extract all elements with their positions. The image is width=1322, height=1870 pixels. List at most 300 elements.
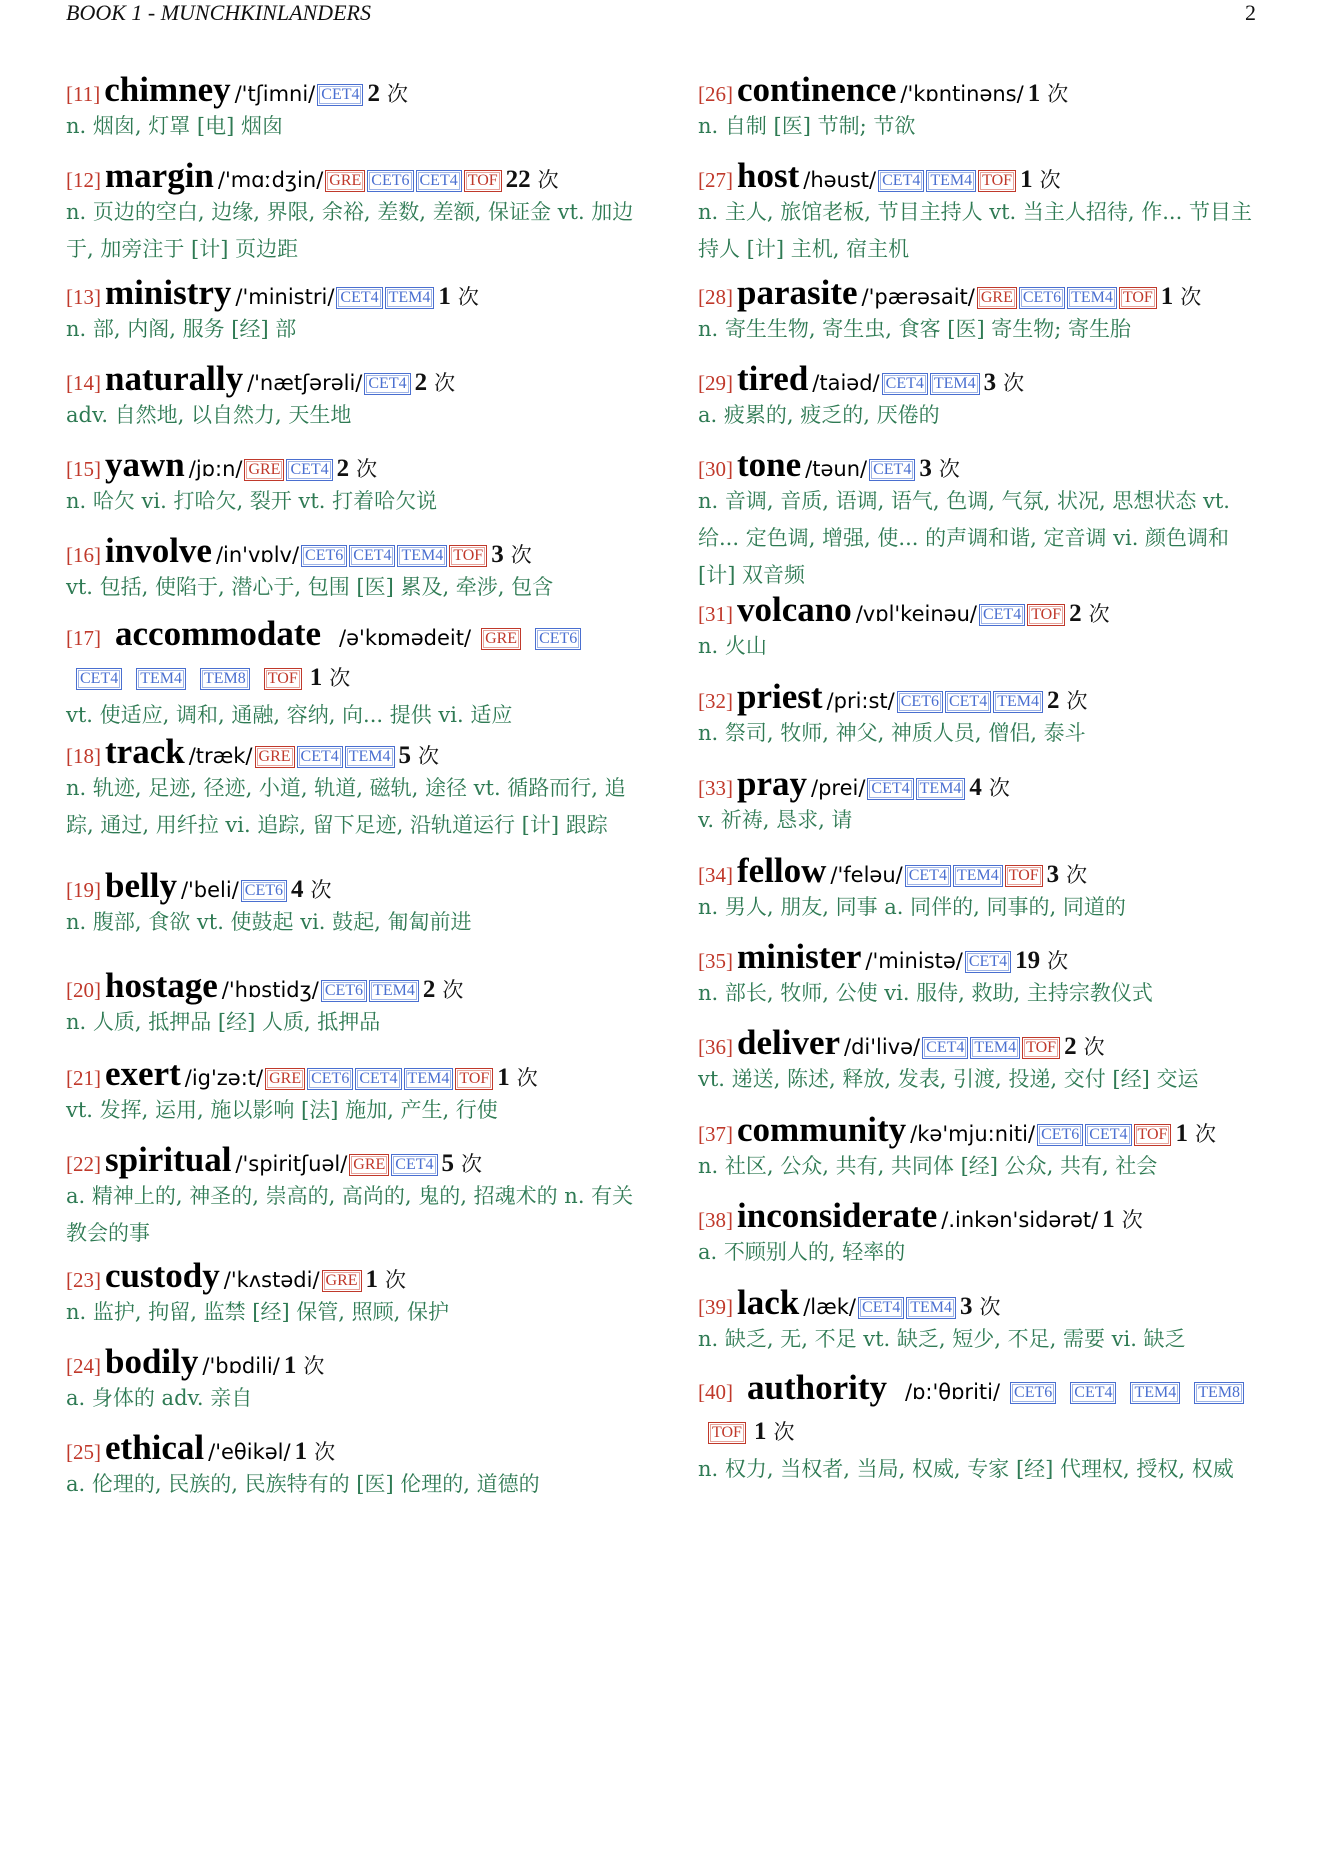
- frequency-count: 4: [291, 876, 304, 903]
- frequency-unit: 次: [510, 543, 532, 567]
- word-entry: [66, 615, 638, 734]
- exam-tag: CET6: [301, 545, 347, 567]
- frequency: [291, 878, 332, 903]
- headword: yawn: [105, 445, 185, 484]
- word-entry: [698, 359, 1270, 434]
- exam-tag: TEM4: [953, 865, 1003, 887]
- definition: n. 轨迹, 足迹, 径迹, 小道, 轨道, 磁轨, 途径 vt. 循路而行, 追踪, 通过, 用纤拉 vi. 追踪, 留下足迹, 沿轨道运行 [计] 跟踪: [66, 776, 626, 837]
- exam-tag: TEM4: [906, 1297, 956, 1319]
- frequency-unit: 次: [1047, 82, 1069, 106]
- frequency-count: 1: [1020, 166, 1033, 193]
- headword: involve: [105, 531, 212, 570]
- phonetic: /ɒ:'θɒriti/: [905, 1380, 1001, 1404]
- headword: parasite: [737, 273, 858, 312]
- frequency-unit: 次: [979, 1295, 1001, 1319]
- exam-tag: TOF: [978, 170, 1016, 192]
- headword: chimney: [104, 70, 231, 109]
- frequency-unit: 次: [442, 978, 464, 1002]
- entry-headline: [698, 590, 1270, 630]
- word-entry: [698, 677, 1270, 752]
- exam-tag: TEM4: [993, 691, 1043, 713]
- word-entry: [66, 1428, 638, 1503]
- exam-tag: TEM4: [404, 1068, 454, 1090]
- word-entry: [698, 1196, 1270, 1271]
- frequency-unit: 次: [1083, 1035, 1105, 1059]
- entry-headline: [66, 615, 638, 699]
- frequency-unit: 次: [461, 1152, 482, 1176]
- exam-tag: GRE: [977, 287, 1017, 309]
- definition: n. 人质, 抵押品 [经] 人质, 抵押品: [66, 1010, 381, 1034]
- exam-tag: TEM4: [136, 668, 186, 690]
- entry-headline: [66, 732, 638, 772]
- definition: n. 社区, 公众, 共有, 共同体 [经] 公众, 共有, 社会: [698, 1154, 1158, 1178]
- entry-number: [11]: [66, 82, 101, 106]
- exam-tag: CET4: [882, 373, 928, 395]
- entry-number: [22]: [66, 1152, 101, 1176]
- frequency-unit: 次: [1088, 602, 1110, 626]
- word-entry: [66, 966, 638, 1041]
- word-entry: [698, 1369, 1270, 1488]
- phonetic: /di'livə/: [844, 1035, 921, 1059]
- definition: adv. 自然地, 以自然力, 天生地: [66, 403, 352, 427]
- word-entry: [66, 1054, 638, 1129]
- exam-tag: GRE: [481, 628, 521, 650]
- frequency: [960, 1295, 1001, 1320]
- definition: a. 精神上的, 神圣的, 崇高的, 高尚的, 鬼的, 招魂术的 n. 有关教会的事: [66, 1184, 634, 1245]
- frequency-unit: 次: [457, 285, 479, 309]
- entry-headline: [698, 677, 1270, 717]
- exam-tag: TEM8: [1194, 1382, 1244, 1404]
- frequency: [506, 168, 559, 193]
- definition: n. 部长, 牧师, 公使 vi. 服侍, 救助, 主持宗教仪式: [698, 981, 1153, 1005]
- headword: ethical: [105, 1428, 205, 1467]
- frequency: [919, 457, 960, 482]
- entry-number: [24]: [66, 1354, 101, 1378]
- entry-headline: [66, 1428, 638, 1468]
- exam-tag: CET4: [869, 459, 915, 481]
- entry-number: [14]: [66, 371, 101, 395]
- entry-number: [15]: [66, 457, 101, 481]
- exam-tag: CET4: [349, 545, 395, 567]
- entry-headline: [66, 531, 638, 571]
- definition: n. 寄生生物, 寄生虫, 食客 [医] 寄生物; 寄生胎: [698, 317, 1132, 341]
- frequency-count: 1: [1102, 1206, 1115, 1233]
- word-entry: [66, 1256, 638, 1331]
- phonetic: /.inkən'sidərət/: [941, 1208, 1099, 1232]
- frequency: [1064, 1035, 1105, 1060]
- frequency-count: 2: [1069, 600, 1082, 627]
- entry-headline: [698, 1023, 1270, 1063]
- headword: ministry: [105, 273, 232, 312]
- word-entry: [66, 1140, 638, 1252]
- entry-number: [31]: [698, 602, 733, 626]
- exam-tag: TOF: [449, 545, 487, 567]
- frequency: [337, 457, 378, 482]
- exam-tag: GRE: [325, 170, 365, 192]
- exam-tag: GRE: [244, 459, 284, 481]
- definition: n. 主人, 旅馆老板, 节目主持人 vt. 当主人招待, 作... 节目主持人 [计] 主机, 宿主机: [698, 200, 1252, 261]
- headword: naturally: [105, 359, 244, 398]
- frequency-count: 5: [441, 1150, 454, 1177]
- exam-tag: CET4: [297, 746, 343, 768]
- word-entry: [66, 445, 638, 520]
- exam-tag: CET6: [1037, 1124, 1083, 1146]
- phonetic: /træk/: [188, 744, 253, 768]
- headword: margin: [105, 156, 214, 195]
- frequency-count: 1: [497, 1064, 510, 1091]
- headword: volcano: [737, 590, 852, 629]
- definition: a. 身体的 adv. 亲自: [66, 1386, 253, 1410]
- exam-tag: CET4: [391, 1154, 437, 1176]
- entry-headline: [698, 273, 1270, 313]
- frequency-count: 2: [1064, 1033, 1077, 1060]
- phonetic: /'kɒntinəns/: [900, 82, 1024, 106]
- frequency-unit: 次: [988, 776, 1010, 800]
- entry-number: [30]: [698, 457, 733, 481]
- headword: authority: [747, 1368, 887, 1407]
- phonetic: /həust/: [803, 168, 877, 192]
- exam-tag: TOF: [708, 1422, 746, 1444]
- definition: vt. 递送, 陈述, 释放, 发表, 引渡, 投递, 交付 [经] 交运: [698, 1067, 1199, 1091]
- frequency-count: 2: [422, 976, 436, 1003]
- exam-tag: TEM4: [1067, 287, 1117, 309]
- entry-number: [38]: [698, 1208, 733, 1232]
- frequency-unit: 次: [385, 1268, 407, 1292]
- exam-tag: TEM4: [970, 1037, 1020, 1059]
- word-entry: [698, 764, 1270, 839]
- frequency: [754, 1420, 795, 1445]
- exam-tag: TOF: [264, 668, 302, 690]
- frequency-count: 4: [969, 774, 982, 801]
- frequency: [438, 285, 479, 310]
- entry-headline: [66, 1054, 638, 1094]
- entry-number: [39]: [698, 1295, 733, 1319]
- entry-headline: [698, 445, 1270, 485]
- frequency-count: 1: [1175, 1120, 1188, 1147]
- entry-headline: [66, 70, 638, 110]
- definition: n. 男人, 朋友, 同事 a. 同伴的, 同事的, 同道的: [698, 895, 1126, 919]
- entry-number: [13]: [66, 285, 101, 309]
- word-entry: [698, 851, 1270, 926]
- definition: vt. 包括, 使陷于, 潜心于, 包围 [医] 累及, 牵涉, 包含: [66, 575, 554, 599]
- phonetic: /pri:st/: [826, 689, 895, 713]
- exam-tag: TOF: [1005, 865, 1043, 887]
- exam-tag: CET4: [76, 668, 122, 690]
- frequency-count: 3: [960, 1293, 973, 1320]
- frequency-count: 2: [367, 80, 380, 107]
- exam-tag: CET4: [878, 170, 924, 192]
- phonetic: /'mɑːdʒin/: [217, 168, 324, 192]
- page-number: 2: [1245, 0, 1256, 25]
- exam-tag: CET4: [416, 170, 462, 192]
- phonetic: /'feləu/: [830, 863, 903, 887]
- word-entry: [698, 445, 1270, 594]
- headword: tone: [737, 445, 802, 484]
- frequency-unit: 次: [434, 371, 456, 395]
- exam-tag: TEM8: [200, 668, 250, 690]
- entry-number: [33]: [698, 776, 733, 800]
- entry-number: [27]: [698, 168, 733, 192]
- exam-tag: CET4: [965, 951, 1011, 973]
- entry-headline: [698, 1110, 1270, 1150]
- frequency-count: 2: [1046, 687, 1060, 714]
- entry-number: [32]: [698, 689, 733, 713]
- word-entry: [698, 70, 1270, 145]
- headword: custody: [105, 1256, 220, 1295]
- exam-tag: TOF: [1022, 1037, 1060, 1059]
- phonetic: /jɒ:n/: [188, 457, 243, 481]
- frequency-unit: 次: [1047, 949, 1069, 973]
- entry-headline: [66, 1140, 638, 1180]
- definition: n. 火山: [698, 634, 767, 658]
- exam-tag: TEM4: [385, 287, 435, 309]
- frequency-unit: 次: [303, 1354, 325, 1378]
- frequency: [423, 978, 464, 1003]
- exam-tag: CET4: [336, 287, 382, 309]
- frequency: [1102, 1208, 1143, 1233]
- word-entry: [66, 273, 638, 348]
- headword: host: [737, 156, 800, 195]
- phonetic: /'ministə/: [865, 949, 963, 973]
- definition: n. 部, 内阁, 服务 [经] 部: [66, 317, 297, 341]
- frequency: [497, 1066, 538, 1091]
- exam-tag: CET4: [355, 1068, 401, 1090]
- exam-tag: CET4: [979, 604, 1025, 626]
- definition: vt. 使适应, 调和, 通融, 容纳, 向... 提供 vi. 适应: [66, 703, 513, 727]
- word-entry: [66, 531, 638, 606]
- phonetic: /ig'zə:t/: [184, 1066, 264, 1090]
- frequency: [1047, 863, 1088, 888]
- exam-tag: TOF: [1119, 287, 1157, 309]
- entry-headline: [698, 359, 1270, 399]
- frequency: [367, 82, 408, 107]
- entry-number: [28]: [698, 285, 733, 309]
- entry-headline: [698, 851, 1270, 891]
- entry-number: [16]: [66, 543, 101, 567]
- exam-tag: TOF: [464, 170, 502, 192]
- frequency: [1161, 285, 1202, 310]
- headword: community: [737, 1110, 907, 1149]
- phonetic: /təun/: [805, 457, 868, 481]
- word-entry: [698, 1283, 1270, 1358]
- headword: lack: [737, 1283, 800, 1322]
- frequency-unit: 次: [329, 666, 351, 690]
- phonetic: /'hɒstidʒ/: [221, 978, 319, 1002]
- exam-tag: CET4: [905, 865, 951, 887]
- frequency-unit: 次: [1003, 371, 1025, 395]
- exam-tag: CET4: [317, 84, 363, 106]
- frequency-unit: 次: [386, 82, 408, 106]
- frequency-count: 1: [1160, 283, 1174, 310]
- exam-tag: CET4: [945, 691, 991, 713]
- entry-headline: [66, 359, 638, 399]
- entry-headline: [66, 1256, 638, 1296]
- entry-number: [26]: [698, 82, 733, 106]
- frequency: [1069, 602, 1110, 627]
- frequency-unit: 次: [1194, 1122, 1216, 1146]
- entry-headline: [66, 445, 638, 485]
- frequency-unit: 次: [1180, 285, 1202, 309]
- book-title: BOOK 1 - MUNCHKINLANDERS: [66, 0, 371, 25]
- definition: n. 监护, 拘留, 监禁 [经] 保管, 照顾, 保护: [66, 1300, 450, 1324]
- definition: vt. 发挥, 运用, 施以影响 [法] 施加, 产生, 行使: [66, 1098, 498, 1122]
- word-entry: [66, 70, 638, 145]
- headword: exert: [105, 1054, 181, 1093]
- phonetic: /prei/: [811, 776, 866, 800]
- entry-headline: [698, 1283, 1270, 1323]
- frequency-count: 3: [983, 369, 997, 396]
- headword: continence: [737, 70, 897, 109]
- entry-number: [25]: [66, 1440, 101, 1464]
- exam-tag: TEM4: [1130, 1382, 1180, 1404]
- definition: n. 音调, 音质, 语调, 语气, 色调, 气氛, 状况, 思想状态 vt. 给... 定色调, 增强, 使... 的声调和谐, 定音调 vi. 颜色调和 [计] 双音频: [698, 489, 1230, 587]
- exam-tag: TOF: [1027, 604, 1065, 626]
- frequency-unit: 次: [314, 1440, 336, 1464]
- frequency-count: 1: [365, 1266, 379, 1293]
- headword: hostage: [105, 966, 218, 1005]
- exam-tag: CET6: [1019, 287, 1065, 309]
- headword: spiritual: [105, 1140, 232, 1179]
- frequency: [1015, 949, 1068, 974]
- exam-tag: CET4: [1070, 1382, 1116, 1404]
- frequency-unit: 次: [1066, 863, 1088, 887]
- frequency: [442, 1152, 483, 1177]
- frequency: [1047, 689, 1088, 714]
- entry-number: [29]: [698, 371, 733, 395]
- entry-headline: [66, 273, 638, 313]
- exam-tag: TEM4: [345, 746, 395, 768]
- entry-headline: [66, 866, 638, 906]
- frequency: [984, 371, 1025, 396]
- entry-number: [17]: [66, 626, 101, 650]
- phonetic: /ə'kɒmədeit/: [339, 626, 472, 650]
- phonetic: /'beli/: [180, 878, 239, 902]
- word-entry: [66, 156, 638, 268]
- definition: n. 权力, 当权者, 当局, 权威, 专家 [经] 代理权, 授权, 权威: [698, 1457, 1234, 1481]
- exam-tag: TEM4: [926, 170, 976, 192]
- word-entry: [698, 1023, 1270, 1098]
- frequency-count: 1: [438, 283, 451, 310]
- exam-tag: GRE: [322, 1270, 362, 1292]
- word-entry: [698, 156, 1270, 268]
- exam-tag: CET4: [364, 373, 410, 395]
- entry-number: [37]: [698, 1122, 733, 1146]
- exam-tag: CET4: [858, 1297, 904, 1319]
- page-header: [66, 0, 1256, 30]
- exam-tag: TOF: [455, 1068, 493, 1090]
- entry-headline: [698, 764, 1270, 804]
- entry-headline: [698, 937, 1270, 977]
- phonetic: /'kʌstədi/: [223, 1268, 320, 1292]
- exam-tag: TEM4: [397, 545, 447, 567]
- exam-tag: CET6: [535, 628, 581, 650]
- definition: a. 疲累的, 疲乏的, 厌倦的: [698, 403, 940, 427]
- frequency-unit: 次: [938, 457, 960, 481]
- definition: n. 哈欠 vi. 打哈欠, 裂开 vt. 打着哈欠说: [66, 489, 438, 513]
- frequency-count: 2: [336, 455, 350, 482]
- definition: n. 腹部, 食欲 vt. 使鼓起 vi. 鼓起, 匍匐前进: [66, 910, 472, 934]
- definition: n. 自制 [医] 节制; 节欲: [698, 114, 916, 138]
- word-entry: [66, 732, 638, 844]
- frequency-count: 1: [283, 1352, 297, 1379]
- entry-headline: [66, 156, 638, 196]
- word-entry: [698, 937, 1270, 1012]
- frequency-count: 19: [1015, 947, 1041, 974]
- frequency-count: 2: [414, 369, 428, 396]
- frequency-count: 1: [309, 664, 323, 691]
- frequency: [310, 666, 351, 691]
- entry-number: [23]: [66, 1268, 101, 1292]
- frequency: [415, 371, 456, 396]
- frequency-unit: 次: [537, 168, 559, 192]
- definition: n. 缺乏, 无, 不足 vt. 缺乏, 短少, 不足, 需要 vi. 缺乏: [698, 1327, 1186, 1351]
- headword: priest: [737, 677, 823, 716]
- frequency: [295, 1440, 336, 1465]
- word-entry: [66, 866, 638, 941]
- frequency: [366, 1268, 407, 1293]
- entry-number: [20]: [66, 978, 101, 1002]
- exam-tag: CET6: [1010, 1382, 1056, 1404]
- exam-tag: CET4: [867, 778, 913, 800]
- frequency: [491, 543, 532, 568]
- exam-tag: CET6: [367, 170, 413, 192]
- definition: n. 页边的空白, 边缘, 界限, 余裕, 差数, 差额, 保证金 vt. 加边于, 加旁注于 [计] 页边距: [66, 200, 634, 261]
- frequency-count: 3: [919, 455, 932, 482]
- headword: inconsiderate: [737, 1196, 938, 1235]
- frequency-unit: 次: [310, 878, 332, 902]
- entry-headline: [698, 70, 1270, 110]
- definition: a. 伦理的, 民族的, 民族特有的 [医] 伦理的, 道德的: [66, 1472, 540, 1496]
- frequency-unit: 次: [418, 744, 440, 768]
- entry-headline: [66, 966, 638, 1006]
- phonetic: /in'vɒlv/: [215, 543, 300, 567]
- frequency-count: 5: [398, 742, 412, 769]
- headword: track: [105, 732, 185, 771]
- word-entry: [66, 1342, 638, 1417]
- phonetic: /'eθikəl/: [208, 1440, 291, 1464]
- word-entry: [698, 1110, 1270, 1185]
- entry-headline: [698, 1369, 1270, 1453]
- entry-number: [18]: [66, 744, 101, 768]
- headword: bodily: [105, 1342, 199, 1381]
- frequency-count: 22: [505, 166, 531, 193]
- headword: accommodate: [115, 614, 322, 653]
- entry-number: [36]: [698, 1035, 733, 1059]
- frequency-count: 1: [1027, 80, 1041, 107]
- entry-headline: [698, 156, 1270, 196]
- frequency-unit: 次: [356, 457, 378, 481]
- exam-tag: CET6: [307, 1068, 353, 1090]
- entry-number: [40]: [698, 1380, 733, 1404]
- phonetic: /taiəd/: [812, 371, 880, 395]
- headword: minister: [737, 937, 862, 976]
- exam-tag: TOF: [1134, 1124, 1172, 1146]
- entry-number: [21]: [66, 1066, 101, 1090]
- frequency-unit: 次: [773, 1420, 795, 1444]
- frequency: [399, 744, 440, 769]
- phonetic: /'spiritʃuəl/: [235, 1152, 348, 1176]
- exam-tag: TEM4: [930, 373, 980, 395]
- frequency-count: 1: [294, 1438, 308, 1465]
- frequency: [1028, 82, 1069, 107]
- exam-tag: CET6: [321, 980, 367, 1002]
- definition: a. 不顾别人的, 轻率的: [698, 1240, 906, 1264]
- phonetic: /'ministri/: [235, 285, 335, 309]
- headword: pray: [737, 764, 807, 803]
- frequency-unit: 次: [1121, 1208, 1143, 1232]
- frequency: [1020, 168, 1061, 193]
- phonetic: /'nætʃərəli/: [247, 371, 363, 395]
